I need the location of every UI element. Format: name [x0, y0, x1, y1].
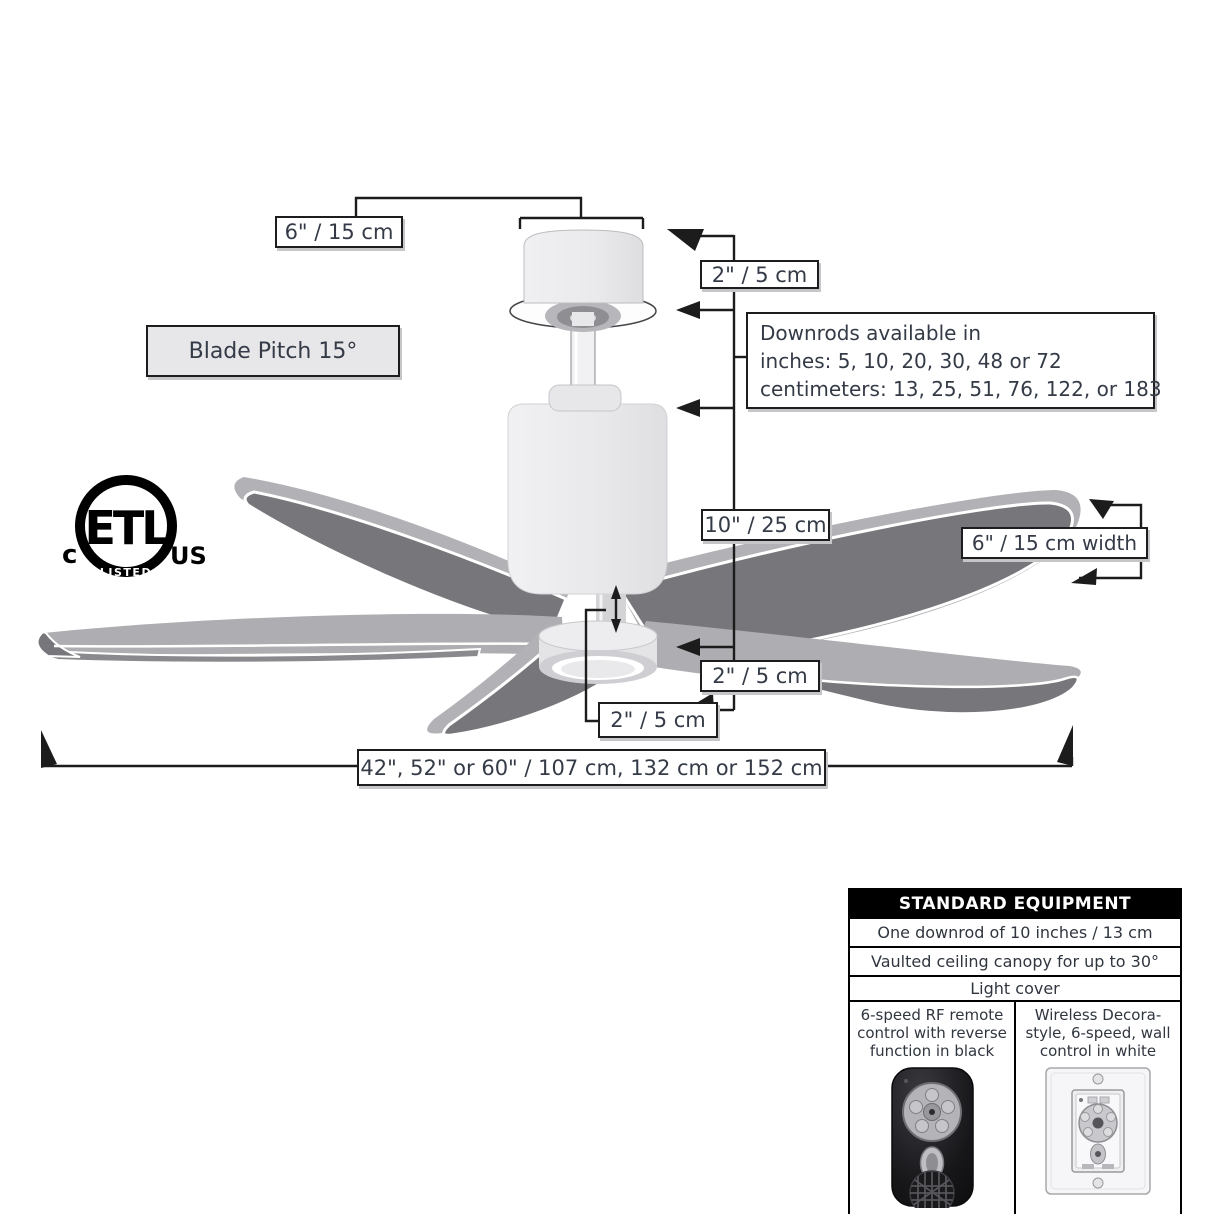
etl-us-text: US [170, 542, 207, 570]
downrods-line-1: Downrods available in [760, 320, 982, 345]
motor-height-label: 10" / 25 cm [701, 509, 830, 541]
blade-span-label: 42", 52" or 60" / 107 cm, 132 cm or 152 cm [357, 749, 826, 786]
etl-listed-text: LISTED [99, 566, 153, 579]
wall-control-image [1044, 1066, 1152, 1196]
fan-motor-housing [508, 404, 667, 594]
equipment-row-canopy: Vaulted ceiling canopy for up to 30° [850, 946, 1180, 975]
etl-letters: ETL [84, 501, 168, 555]
rf-remote-image [885, 1066, 980, 1208]
gap-height-label: 2" / 5 cm [598, 702, 718, 738]
remote-control-caption: 6-speed RF remote control with reverse function in black [857, 1006, 1007, 1060]
equipment-table-header: STANDARD EQUIPMENT [850, 890, 1180, 917]
fan-blade-left [38, 614, 564, 663]
downrods-line-3: centimeters: 13, 25, 51, 76, 122, or 183 [760, 376, 1162, 401]
downrods-line-2: inches: 5, 10, 20, 30, 48 or 72 [760, 348, 1062, 373]
wall-control-caption: Wireless Decora-style, 6-speed, wall control in white [1025, 1006, 1171, 1060]
downrods-info-box [746, 312, 1162, 409]
etl-listed-mark [62, 480, 207, 579]
wall-control-cell [1014, 1002, 1180, 1214]
blade-width-label: 6" / 15 cm width [961, 527, 1148, 559]
fan-light-kit [539, 621, 657, 684]
blade-pitch-label: Blade Pitch 15° [146, 325, 400, 377]
canopy-height-label: 2" / 5 cm [700, 260, 819, 289]
light-height-label: 2" / 5 cm [700, 660, 820, 692]
standard-equipment-table [848, 888, 1182, 1214]
equipment-row-light-cover: Light cover [850, 975, 1180, 1000]
canopy-width-label: 6" / 15 cm [275, 216, 403, 248]
equipment-row-downrod: One downrod of 10 inches / 13 cm [850, 917, 1180, 946]
etl-c-text: c [62, 540, 78, 570]
remote-control-cell [850, 1002, 1014, 1214]
fan-coupling [549, 385, 621, 411]
fan-canopy [524, 230, 643, 303]
